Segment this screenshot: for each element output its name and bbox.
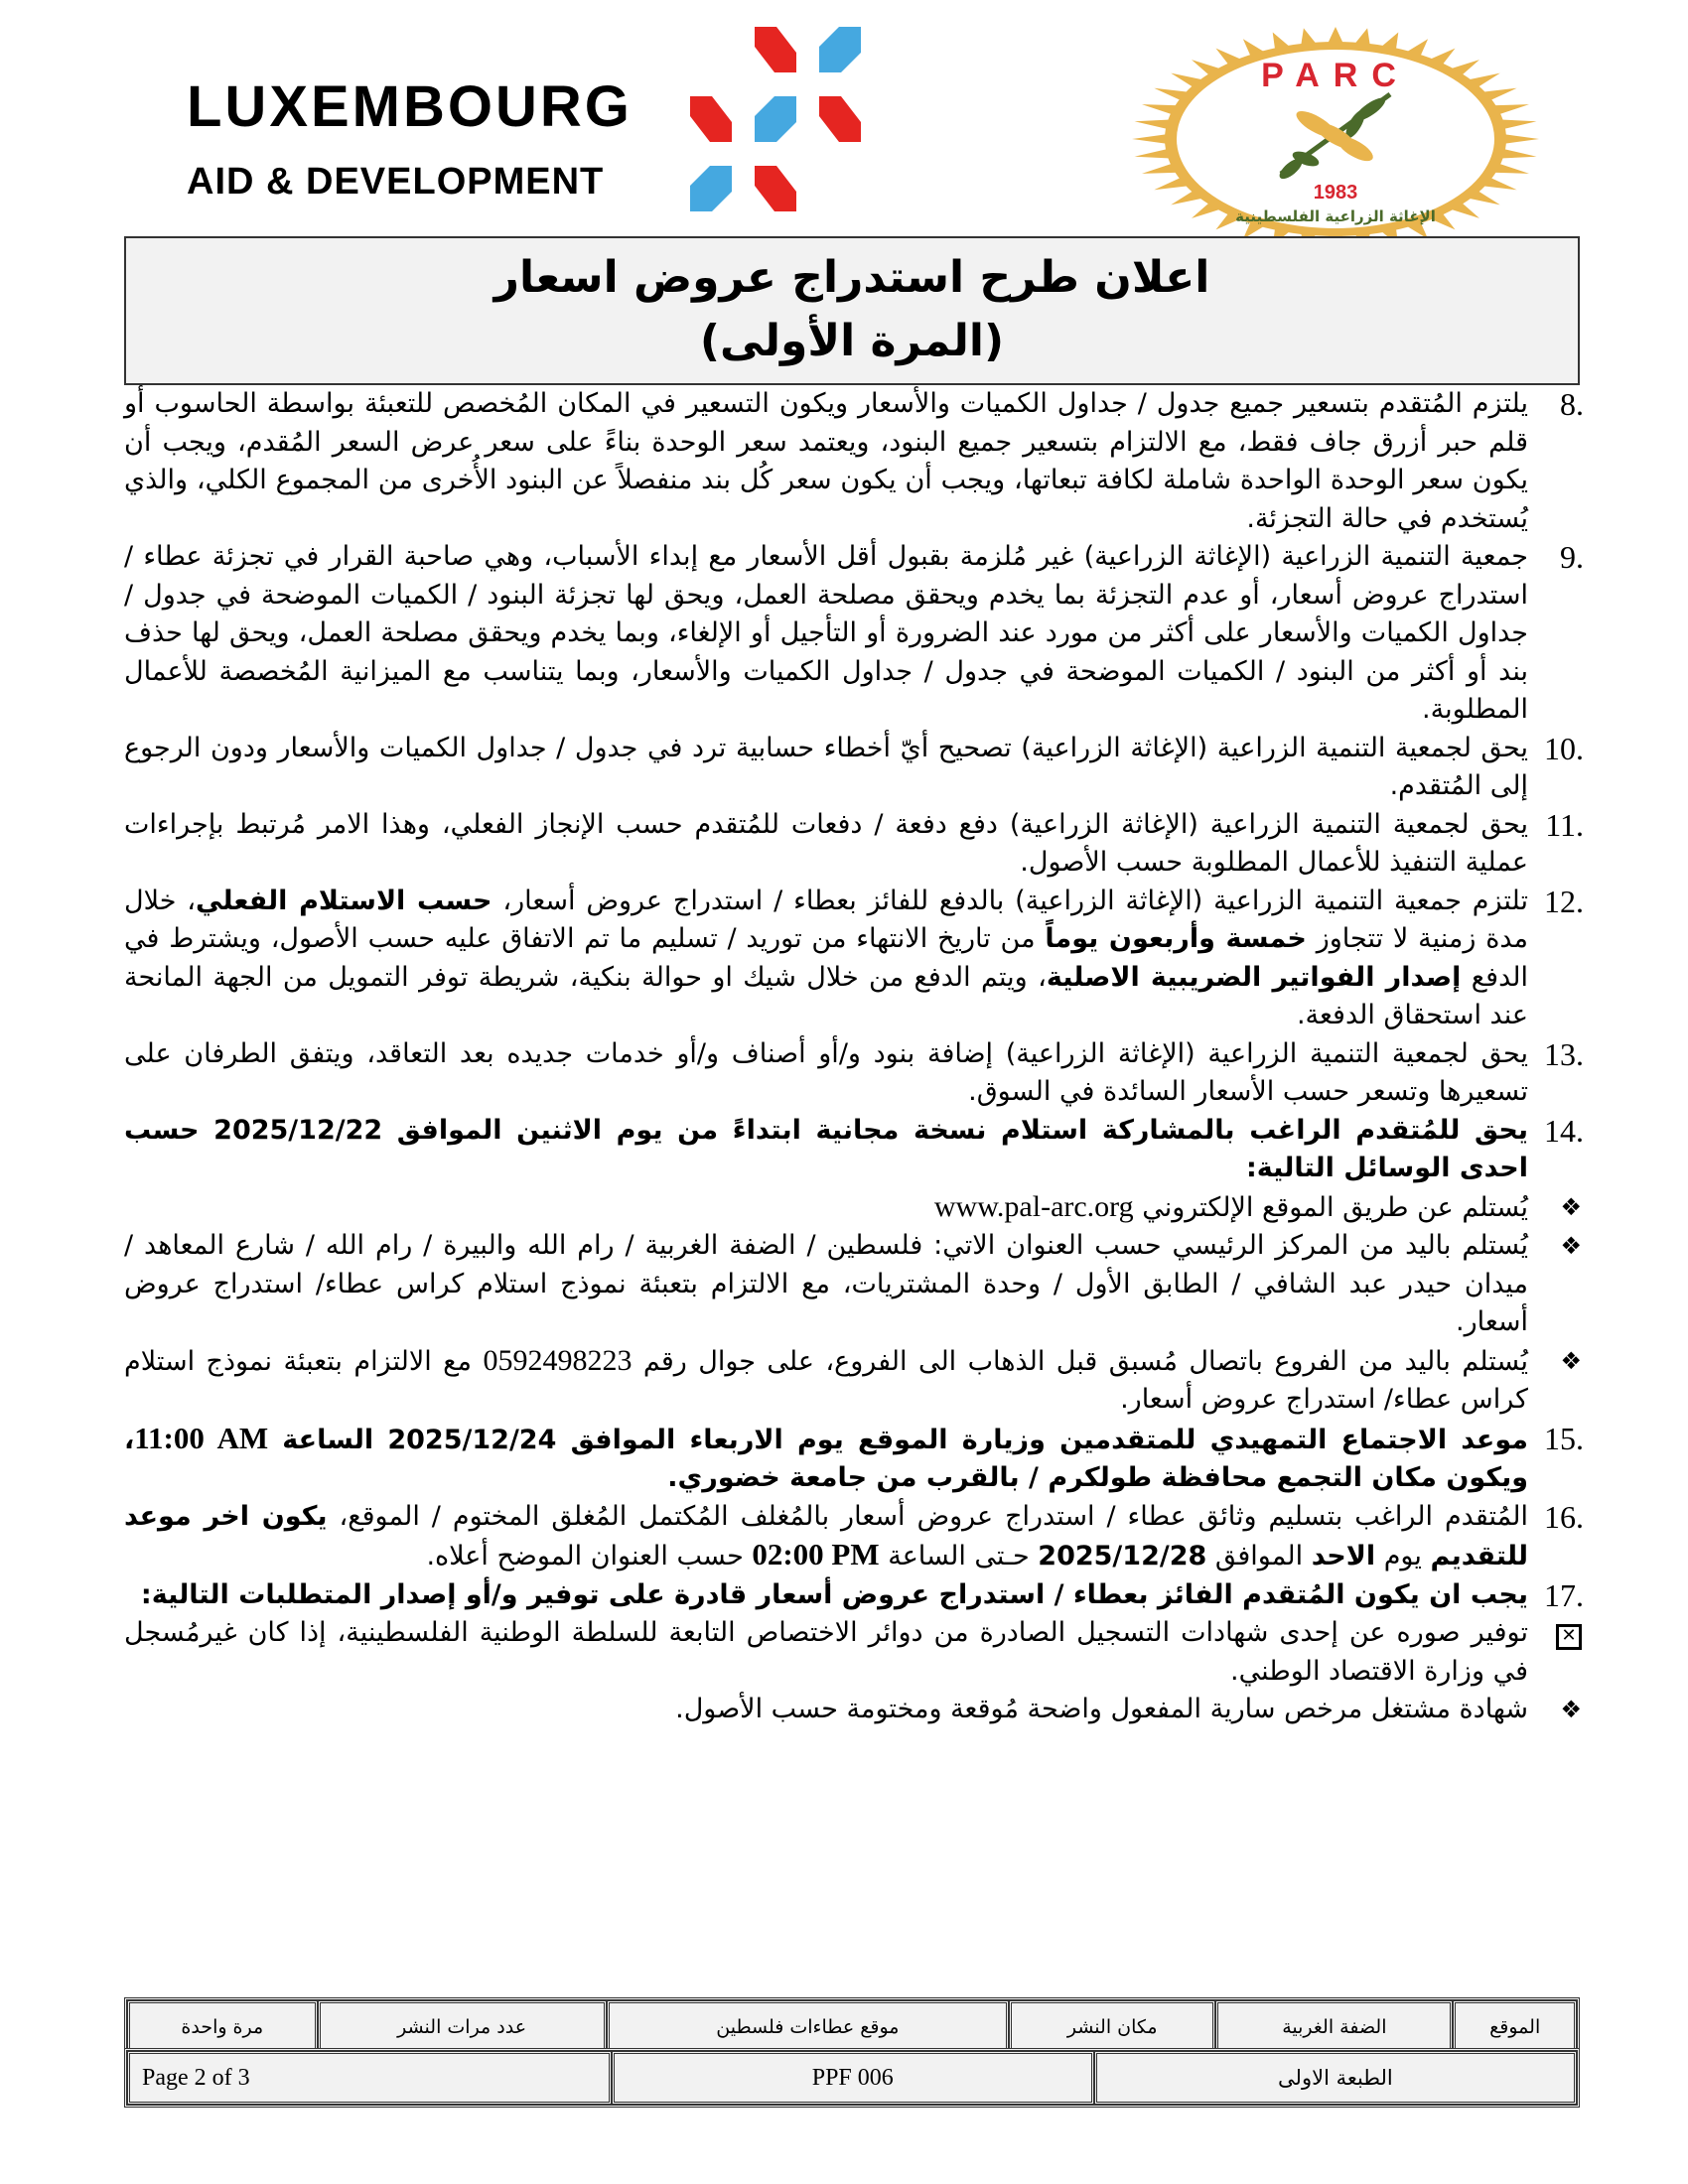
term-number: 12. [1544,883,1584,919]
phone-number: 0592498223 [483,1343,633,1377]
lux-mark-tile [755,166,796,211]
term-text: يحق لجمعية التنمية الزراعية (الإغاثة الزراعية) تصحيح أيّ أخطاء حسابية ترد في جدول / جداول الكميات والأسعار ودون الرجوع إلى المُتقدم. [124,732,1528,801]
publish-place-label: مكان النشر [1009,2000,1215,2054]
term-text-part: تلتزم جمعية التنمية الزراعية (الإغاثة الزراعية) بالدفع للفائز بعطاء / استدراج عروض أسعار، [492,885,1528,916]
term-item-12 [124,883,1584,1035]
term-text-part: المُتقدم الراغب بتسليم وثائق عطاء / استدراج عروض أسعار بالمُغلف المُكتمل المُغلق المختوم / الموقع، [327,1500,1528,1532]
form-code: PPF 006 [612,2051,1094,2105]
bullet-text: مع الالتزام بتعبئة نموذج استلام كراس عطاء/ استدراج عروض أسعار. [124,1345,1528,1415]
lux-mark-tile [819,96,861,142]
announcement-subtitle: (المرة الأولى) [699,316,1005,366]
term-item-10 [124,730,1584,806]
diamond-bullet-icon: ❖ [1560,1696,1582,1723]
luxembourg-aid-logo [179,12,874,210]
edition: الطبعة الاولى [1094,2051,1577,2105]
term-text-part: ، ويكون مكان التجمع محافظة طولكرم / بالقرب من جامعة خضوري. [124,1424,1528,1493]
requirement-registration-certificate [124,1614,1584,1691]
collection-method-main-office [124,1227,1584,1342]
announcement-title-box [124,236,1580,385]
website-link[interactable]: www.pal-arc.org [933,1189,1134,1223]
collection-method-branches [124,1342,1584,1420]
term-number: 17. [1544,1576,1584,1613]
term-text: جمعية التنمية الزراعية (الإغاثة الزراعية) غير مُلزمة بقبول أقل الأسعار مع إبداء الأسباب، وهي صاحبة القرار في تجزئة عطاء / استدراج عروض أسعار، أو عدم التجزئة بما يخدم ويحقق مصلحة العمل، ويحق لها تجزئة البنود / الكميات الموضحة في جدول / جداول الكميات والأسعار على أكثر من مورد عند الضرورة أو التأجيل أو الإلغاء، وبما يخدم ويحقق مصلحة العمل، ويحق لها حذف بند أو أكثر من البنود / الكميات الموضحة في جدول / جداول الكميات والأسعار، وبما يتناسب مع الميزانية المُخصصة للأعمال المطلوبة. [124,541,1528,725]
term-text-part: الموافق [1206,1541,1312,1571]
deadline-day: الاحد [1311,1541,1376,1571]
term-text: يحق للمُتقدم الراغب بالمشاركة استلام نسخة مجانية ابتداءً من يوم الاثنين الموافق 2025/12/22 حسب احدى الوسائل التالية: [124,1114,1528,1183]
term-item-9 [124,538,1584,730]
term-text-part: موعد الاجتماع التمهيدي للمتقدمين وزيارة الموقع يوم الاربعاء الموافق 2025/12/24 الساعة [268,1424,1528,1455]
lux-mark-tile [755,96,796,142]
diamond-bullet-icon: ❖ [1560,1346,1582,1375]
term-text-part: ، ويتم الدفع من خلال شيك او حوالة بنكية، شريطة توفر التمويل من الجهة المانحة عند استحقاق الدفعة. [124,961,1528,1030]
term-item-15 [124,1420,1584,1498]
location-value: الضفة الغربية [1215,2000,1453,2054]
term-emphasis: حسب الاستلام الفعلي [196,885,492,916]
term-number: 16. [1544,1498,1584,1535]
announcement-title: اعلان طرح استدراج عروض اسعار [493,252,1210,303]
term-emphasis: إصدار الفواتير الضريبية الاصلية [1046,961,1462,993]
requirement-licensed-operator-certificate [124,1691,1584,1729]
term-item-11 [124,806,1584,883]
bullet-text: يُستلم باليد من المركز الرئيسي حسب العنوان الاتي: فلسطين / الضفة الغربية / رام الله والبيرة / رام الله / شارع المعاهد / ميدان حيدر عبد الشافي / الطابق الأول / وحدة المشتريات، مع الالتزام بتعبئة نموذج استلام كراس عطاء/ استدراج عروض أسعار. [124,1230,1528,1337]
bullet-text: يُستلم باليد من الفروع باتصال مُسبق قبل الذهاب الى الفروع، على جوال رقم [632,1345,1528,1377]
deadline-time: 02:00 PM [752,1537,880,1571]
diamond-bullet-icon: ❖ [1560,1192,1582,1221]
lux-mark-tile [819,27,861,72]
parc-acronym: PARC [1261,57,1410,94]
term-item-13 [124,1035,1584,1112]
lux-mark-tile [755,27,796,72]
luxembourg-x-mark-icon [655,12,874,220]
term-item-16 [124,1498,1584,1576]
publish-place-value: موقع عطاءات فلسطين [607,2000,1010,2054]
meeting-time: 11:00 AM [134,1420,269,1455]
terms-list [124,385,1584,1729]
page-number: Page 2 of 3 [127,2051,612,2105]
term-text: يجب ان يكون المُتقدم الفائز بعطاء / استدراج عروض أسعار قادرة على توفير و/أو إصدار المتطلبات التالية: [140,1578,1528,1610]
bullet-text: شهادة مشتغل مرخص سارية المفعول واضحة مُوقعة ومختومة حسب الأصول. [675,1694,1528,1724]
term-number: 10. [1544,730,1584,766]
term-number: 15. [1544,1420,1584,1456]
parc-sun-emblem-icon [1132,25,1539,253]
lux-mark-tile [690,166,732,211]
aid-development-logo-text: AID & DEVELOPMENT [187,161,605,203]
lux-mark-tile [690,96,732,142]
term-emphasis: خمسة وأربعون يوماً [1045,923,1307,954]
publish-count-label: عدد مرات النشر [318,2000,607,2054]
term-number: 14. [1544,1112,1584,1149]
term-text [124,883,1528,1035]
document-info-table [124,2048,1580,2108]
term-text: يحق لجمعية التنمية الزراعية (الإغاثة الزراعية) دفع دفعة / دفعات للمُتقدم حسب الإنجاز الفعلي، وهذا الامر مُرتبط بإجراءات عملية التنفيذ للأعمال المطلوبة حسب الأصول. [124,808,1528,878]
deadline-date: 2025/12/28 [1038,1541,1207,1571]
term-text: يلتزم المُتقدم بتسعير جميع جدول / جداول الكميات والأسعار ويكون التسعير في المكان المُخصص للتعبئة بواسطة الحاسوب أو قلم حبر أزرق جاف فقط، مع الالتزام بتسعير جميع البنود، ويعتمد سعر الوحدة بناءً على سعر عرض السعر المُقدم، ويجب أن يكون سعر الوحدة الواحدة شاملة لكافة تبعاتها، ويجب أن يكون سعر كُل بند منفصلاً عن البنود الأُخرى من المجموع الكلي، والذي يُستخدم في حالة التجزئة. [124,388,1528,534]
term-item-14 [124,1112,1584,1188]
parc-logo [1132,25,1539,253]
bullet-text: توفير صوره عن إحدى شهادات التسجيل الصادرة من دوائر الاختصاص التابعة للسلطة الوطنية الفلسطينية، إذا كان غيرمُسجل في وزارة الاقتصاد الوطني. [124,1617,1528,1687]
term-number: 8. [1560,386,1584,422]
term-text-part: حـتى الساعة [879,1541,1039,1571]
term-item-8 [124,385,1584,538]
term-text-part: ، خلال مدة زمنية لا تتجاوز [124,885,1529,954]
term-text-part: حسب العنوان الموضح أعلاه. [426,1541,753,1571]
bullet-text: يُستلم عن طريق الموقع الإلكتروني [1133,1191,1528,1223]
term-number: 13. [1544,1035,1584,1072]
collection-method-website [124,1188,1584,1228]
parc-arabic-name: الإغاثة الزراعية الفلسطينية [1235,207,1436,225]
diamond-bullet-icon: ❖ [1560,1232,1582,1260]
term-text-part: يوم [1375,1541,1431,1571]
term-item-17 [124,1576,1584,1615]
luxembourg-logo-text: LUXEMBOURG [187,74,633,139]
term-text: يحق لجمعية التنمية الزراعية (الإغاثة الزراعية) إضافة بنود و/أو أصناف و/أو خدمات جديده بعد التعاقد، ويتفق الطرفان على تسعيرها وتسعر حسب الأسعار السائدة في السوق. [124,1037,1528,1107]
checkbox-x-icon: ✕ [1556,1624,1582,1650]
location-label: الموقع [1453,2000,1577,2054]
parc-year: 1983 [1313,182,1358,204]
term-number: 11. [1545,806,1584,843]
term-number: 9. [1560,539,1584,575]
publish-count-value: مرة واحدة [127,2000,318,2054]
term-text-part: من تاريخ الانتهاء من توريد / تسليم ما تم الاتفاق عليه حسب الأصول، ويشترط في الدفع [124,923,1528,993]
deadline-label: يكون اخر موعد للتقديم [124,1500,1528,1571]
